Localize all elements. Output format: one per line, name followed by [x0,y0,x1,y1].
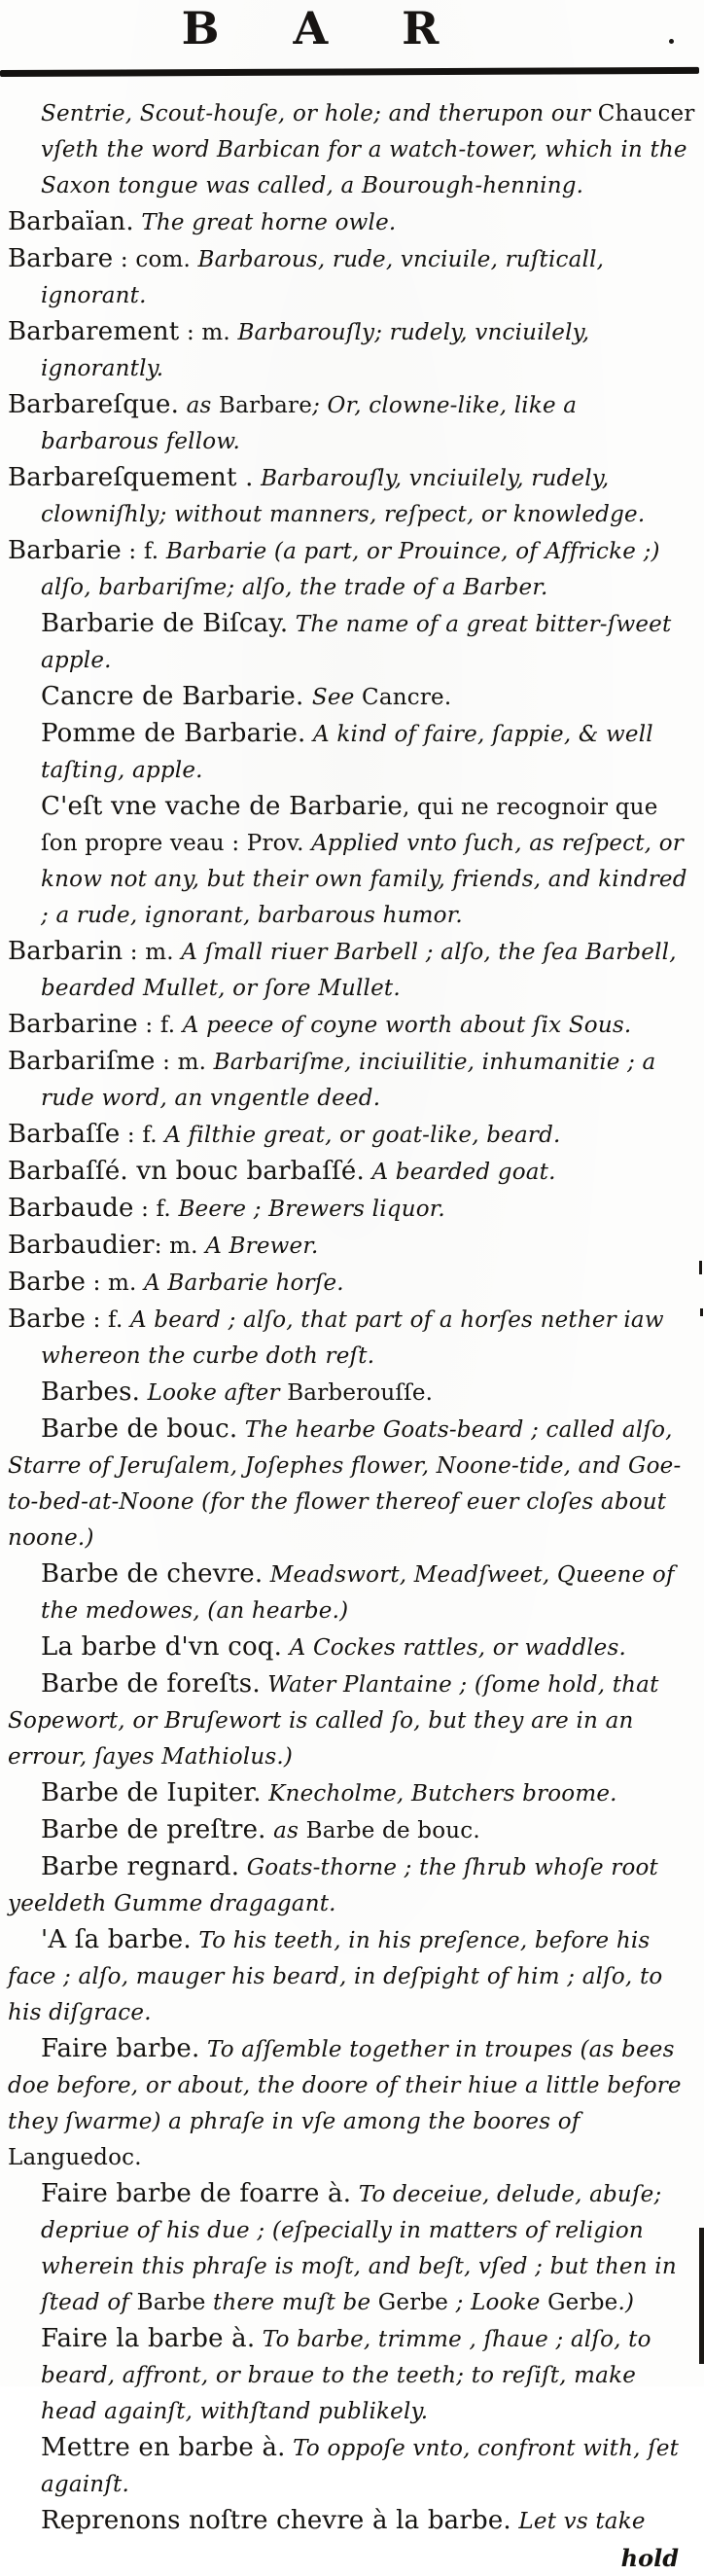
headword: Barbaude [8,1194,134,1223]
gloss-italic: ; Looke [448,2290,548,2315]
entry-cest-vne-vache-de-barbarie [8,789,696,934]
gloss-italic: Beere ; Brewers liquor. [178,1197,445,1222]
gloss-italic: A beard ; alſo, that part of a horſes nether iaw whereon the curbe doth reſt. [41,1307,664,1369]
entry-barbasse [8,1117,696,1154]
gloss-roman: : m. [179,320,238,345]
headword: Barbe de Iupiter. [41,1778,262,1807]
gloss-italic: A peece of coyne worth about ſix Sous. [182,1013,632,1038]
scan-edge-mark [699,1261,702,1274]
entry-barbaresquement [8,460,696,533]
gloss-italic: The great horne owle. [133,210,397,235]
gloss-italic: A ſmall riuer Barbell ; alſo, the ſea Barbell, bearded Mullet, or ſore Mullet. [41,940,677,1001]
gloss-italic: To deceiue, delude, abuſe; depriue of his due ; (eſpecially in matters of religion wherein this phraſe is moſt, and beſt, vſed ; but then in ſtead of [41,2182,677,2315]
headword: Barbe de foreſts. [41,1669,261,1699]
entry-barbe-de-prestre [8,1812,696,1849]
header-rule [0,67,699,77]
entry-a-sa-barbe [8,1922,696,2031]
entry-barbare [8,241,696,314]
headword: 'A ſa barbe. [41,1925,192,1954]
gloss-roman: : f. [137,1013,183,1038]
gloss-italic: A Cockes rattles, or waddles. [282,1635,627,1661]
gloss-italic: A bearded goat. [364,1160,556,1185]
headword: Barbare [8,244,114,273]
headword: Barbarie de Biſcay. [41,609,289,638]
entry-barbe-de-iupiter [8,1775,696,1812]
gloss-italic: A kind of faire, ſappie, & well taſting, apple. [41,722,653,783]
gloss-italic: there muſt be [205,2290,378,2315]
scan-edge-bar [699,2228,704,2364]
entry-barbarine [8,1007,696,1044]
headword: Barbaudier [8,1231,155,1260]
gloss-roman: : m. [154,1234,206,1259]
gloss-roman: : m. [123,940,182,965]
headword: Barbe regnard. [41,1852,240,1881]
gloss-roman: Barberouſſe. [287,1380,434,1406]
entry-barbaude [8,1191,696,1228]
gloss-roman: : m. [155,1050,214,1075]
entry-barbes [8,1375,696,1412]
gloss-italic: Looke after [140,1380,288,1406]
headword: Faire barbe. [41,2034,200,2063]
gloss-italic: vſeth the word Barbican for a watch-tower, which in the Saxon tongue was called, a Bourough-henning. [41,137,687,198]
gloss-italic: The hearbe Goats-beard ; called alſo, Starre of Jeruſalem, Joſephes flower, Noone-tide, and Goe-to-bed-at-Noone (for the flower thereof euer cloſes about noone.) [8,1417,682,1551]
gloss-italic: Barbarouſly; rudely, vnciuilely, ignorantly. [41,320,590,381]
entry-pomme-de-barbarie [8,716,696,789]
scan-speck [669,39,674,44]
gloss-italic: Barbarie (a part, or Prouince, of Affricke ;) alſo, barbariſme; alſo, the trade of a Barber. [41,539,660,600]
running-head: B A R [181,2,469,54]
gloss-italic: Barbarous, rude, vnciuile, ruſticall, ignorant. [41,247,605,308]
gloss-italic: ; Or, clowne-like, like a barbarous fellow. [41,393,578,454]
gloss-italic: A filthie great, or goat-like, beard. [164,1123,561,1148]
gloss-italic: A Barbarie horſe. [144,1270,344,1296]
catchword: hold [620,2544,679,2572]
headword: Barbareſque. [8,390,180,419]
gloss-italic: .) [617,2290,635,2315]
gloss-italic: To oppoſe vnto, confront with, ſet againſt. [41,2436,680,2497]
entry-barbe-f [8,1302,696,1375]
gloss-italic: To barbe, trimme , ſhaue ; alſo, to beard, affront, or braue to the teeth; to reſiſt, make head againſt, withſtand publikely. [41,2327,651,2424]
headword: Barbe [8,1305,87,1334]
gloss-italic: Knecholme, Butchers broome. [261,1781,617,1807]
gloss-italic: Water Plantaine ; (ſome hold, that Sopewort, or Bruſewort is called ſo, but they are in an errour, ſayes Mathiolus.) [8,1672,659,1770]
entry-cancre-de-barbarie [8,679,696,716]
headword: C'eſt vne vache de Barbarie [41,792,404,821]
headword: La barbe d'vn coq. [41,1632,283,1662]
headword: Barbariſme [8,1047,156,1076]
entry-barbarie-de-biscay [8,606,696,679]
gloss-italic: The name of a great bitter-ſweet apple. [41,612,672,673]
dictionary-entries [0,77,704,2540]
headword: Barbe de preſtre. [41,1815,266,1844]
entry-sentrie-continuation [8,96,696,204]
headword: Barbaïan. [8,207,134,236]
gloss-italic: as [265,1818,306,1843]
headword: Barbe de chevre. [41,1559,264,1589]
entry-barbarie [8,533,696,606]
headword: Barbaſſé. vn bouc barbaſſé. [8,1157,365,1186]
gloss-italic: See [311,685,363,710]
headword: Cancre de Barbarie. [41,682,312,711]
gloss-roman: Barbare [219,393,313,418]
headword: Faire barbe de foarre à. [41,2179,352,2208]
entry-barbarin [8,934,696,1007]
entry-barbarisme [8,1044,696,1117]
gloss-italic: as [179,393,220,418]
entry-barbarement [8,314,696,387]
entry-barbaian [8,204,696,241]
gloss-italic: Applied vnto ſuch, as reſpect, or know not any, but their own family, friends, and kindred ; a rude, ignorant, barbarous humor. [41,831,687,928]
gloss-italic: To his teeth, in his preſence, before his face ; alſo, mauger his beard, in deſpight of him ; alſo, to his diſgrace. [8,1928,663,2025]
gloss-roman: : com. [113,247,198,272]
entry-faire-la-barbe [8,2321,696,2430]
entry-barbe-de-forests [8,1666,696,1775]
gloss-roman: Cancre. [362,685,452,710]
headword: Barbe de bouc. [41,1414,238,1444]
entry-barbe-m [8,1265,696,1302]
entry-barbaresque [8,387,696,460]
gloss-roman: : f. [120,1123,165,1148]
entry-barbe-regnard [8,1849,696,1922]
gloss-italic: Goats-thorne ; the ſhrub whoſe root yeeldeth Gumme dragagant. [8,1855,659,1916]
gloss-roman: Barbe [136,2290,206,2315]
headword: Barbe [8,1268,87,1297]
entry-mettre-en-barbe [8,2430,696,2503]
headword: Pomme de Barbarie. [41,719,306,748]
gloss-roman: Barbe de bouc. [305,1818,480,1843]
headword: Barbareſquement . [8,463,254,492]
entry-barbe-de-chevre [8,1556,696,1629]
headword: Barbaſſe [8,1120,121,1149]
gloss-roman: : f. [86,1307,130,1333]
gloss-roman: : m. [86,1270,145,1296]
gloss-roman: : f. [121,539,166,564]
gloss-italic: Barbarouſly, vnciuilely, rudely, clowniſhly; without manners, reſpect, or knowledge. [41,466,646,527]
gloss-italic: Let vs take [510,2509,646,2534]
gloss-italic: Sentrie, Scout-houſe, or hole; and therupon our [41,101,598,126]
headword: Barbarie [8,536,122,565]
headword: Mettre en barbe à. [41,2433,286,2462]
gloss-roman: , qui ne recognoir que ſon propre veau : Prov. [41,795,658,856]
gloss-roman: Languedoc. [8,2145,142,2170]
entry-faire-barbe-de-foarre [8,2176,696,2321]
gloss-roman: Gerbe [547,2290,618,2315]
entry-reprenons-nostre-chevre [8,2503,696,2540]
gloss-roman: : f. [133,1197,179,1222]
gloss-roman: Chaucer [597,101,695,126]
entry-barbe-de-bouc [8,1412,696,1556]
headword: Barbarine [8,1010,138,1039]
headword: Reprenons noſtre chevre à la barbe. [41,2506,511,2535]
headword: Barbarement [8,317,180,346]
gloss-italic: To aſſemble together in troupes (as bees doe before, or about, the doore of their hiue a little before they ſwarme) a phraſe in vſe among the boores of [8,2037,682,2134]
entry-barbaudier [8,1228,696,1265]
headword: Barbes. [41,1377,141,1407]
gloss-italic: Barbariſme, inciuilitie, inhumanitie ; a rude word, an vngentle deed. [41,1050,656,1111]
headword: Barbarin [8,937,123,966]
gloss-italic: A Brewer. [205,1234,319,1259]
gloss-italic: Meadswort, Meadſweet, Queene of the medowes, (an hearbe.) [41,1562,675,1624]
entry-barbasse-vn-bouc [8,1154,696,1191]
gloss-roman: Gerbe [377,2290,449,2315]
headword: Faire la barbe à. [41,2324,256,2353]
scan-edge-mark [700,1308,703,1316]
entry-la-barbe-dvn-coq [8,1629,696,1666]
entry-faire-barbe [8,2031,696,2176]
